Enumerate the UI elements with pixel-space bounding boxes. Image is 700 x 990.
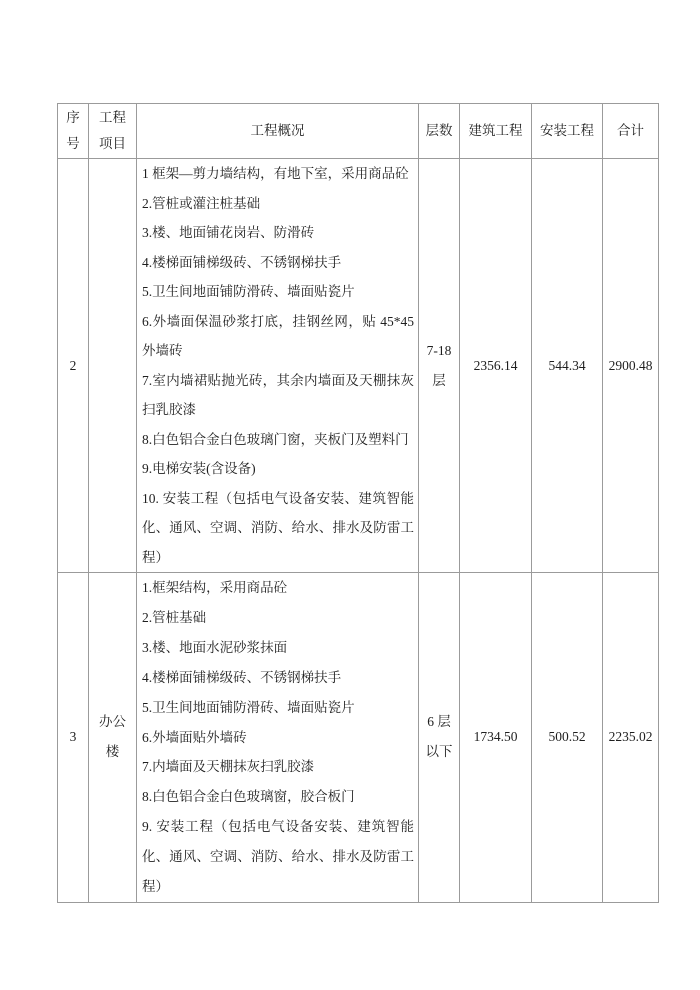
header-seq: 序号 [58,104,89,159]
overview-item: 4.楼梯面铺梯级砖、不锈钢梯扶手 [142,669,342,685]
cell-construction: 1734.50 [460,573,532,903]
table-header-row [58,104,659,159]
overview-item: 9.电梯安装(含设备) [142,461,256,476]
overview-item: 3.楼、地面水泥砂浆抹面 [142,639,288,655]
cell-installation: 544.34 [532,159,603,573]
overview-item: 2.管桩或灌注桩基础 [142,195,261,211]
cell-overview [137,159,419,573]
header-total: 合计 [603,104,659,159]
header-installation: 安装工程 [532,104,603,159]
overview-item: 6.外墙面保温砂浆打底，挂钢丝网，贴 45*45 外墙砖 [142,313,414,358]
overview-item: 8.白色铝合金白色玻璃门窗，夹板门及塑料门 [142,431,409,447]
table-row [58,159,659,573]
cell-seq: 3 [58,573,89,903]
cell-construction: 2356.14 [460,159,532,573]
overview-item: 5.卫生间地面铺防滑砖、墙面贴瓷片 [142,284,355,299]
overview-item: 1.框架结构，采用商品砼 [142,580,288,595]
table-row [58,573,659,903]
overview-item: 8.白色铝合金白色玻璃窗，胶合板门 [142,789,355,805]
cell-installation: 500.52 [532,573,603,903]
header-construction: 建筑工程 [460,104,532,159]
cell-project: 办公楼 [89,573,137,903]
overview-item: 5.卫生间地面铺防滑砖、墙面贴瓷片 [142,699,355,715]
cell-total: 2900.48 [603,159,659,573]
overview-item: 9. 安装工程（包括电气设备安装、建筑智能化、通风、空调、消防、给水、排水及防雷工程） [142,819,414,895]
overview-item: 1 框架—剪力墙结构，有地下室，采用商品砼 [142,166,409,181]
cell-floors: 6 层以下 [419,573,460,903]
cell-total: 2235.02 [603,573,659,903]
overview-item: 2.管桩基础 [142,609,207,625]
overview-item: 7.内墙面及天棚抹灰扫乳胶漆 [142,759,315,775]
header-overview: 工程概况 [137,104,419,159]
header-floors: 层数 [419,104,460,159]
overview-item: 6.外墙面贴外墙砖 [142,729,247,745]
overview-item: 4.楼梯面铺梯级砖、不锈钢梯扶手 [142,254,342,270]
cell-floors: 7-18 层 [419,159,460,573]
overview-item: 3.楼、地面铺花岗岩、防滑砖 [142,225,315,240]
cell-overview [137,573,419,903]
cell-project [89,159,137,573]
overview-item: 10. 安装工程（包括电气设备安装、建筑智能化、通风、空调、消防、给水、排水及防雷工程） [142,490,414,565]
project-summary-table [57,103,659,903]
cell-seq: 2 [58,159,89,573]
overview-item: 7.室内墙裙贴抛光砖，其余内墙面及天棚抹灰扫乳胶漆 [142,372,414,417]
header-project: 工程项目 [89,104,137,159]
